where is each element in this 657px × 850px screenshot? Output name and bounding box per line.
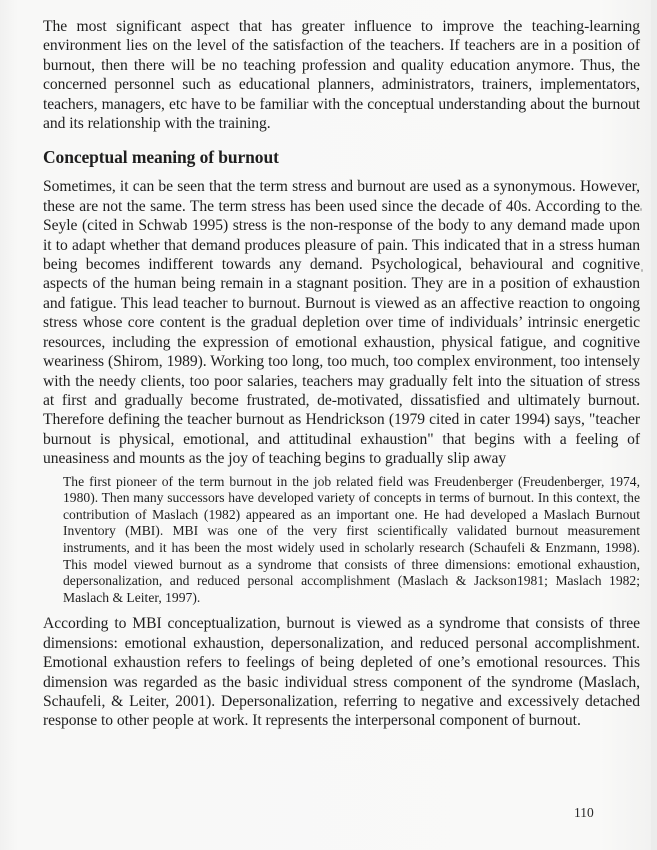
section-heading: Conceptual meaning of burnout	[43, 147, 279, 168]
intro-paragraph: The most significant aspect that has greater influence to improve the teaching-learning environment lies on the level of the satisfaction of the teachers. If teachers are in a position of burnout, then there will be no teaching profession and quality education anymore. Thus, the concerned personnel such as educational planners, administrators, trainers, implementators, teachers, managers, etc have to be familiar with the conceptual understanding about the burnout and its relationship with the training.	[43, 18, 640, 133]
page-edge-shadow	[651, 0, 657, 850]
mbi-paragraph: According to MBI conceptualization, burnout is viewed as a syndrome that consists of three dimensions: emotional exhaustion, depersonalization, and reduced personal accomplishment. Emotional exhaustion refers to feelings of being depleted of one’s emotional resources. This dimension was regarded as the basic individual stress component of the syndrome (Maslach, Schaufeli, & Leiter, 2001). Depersonalization, referring to negative and excessively detached response to other people at work. It represents the interpersonal component of burnout.	[43, 615, 640, 730]
page-body	[43, 17, 640, 731]
scan-speck	[641, 269, 643, 272]
scan-speck	[640, 208, 642, 211]
block-quote: The first pioneer of the term burnout in the job related field was Freudenberger (Freudenberger, 1974, 1980). Then many successors have developed variety of concepts in terms of burnout. In this context, the contribution of Maslach (1982) appeared as an important one. He had developed a Maslach Burnout Inventory (MBI). MBI was one of the very first scientifically validated burnout measurement instruments, and it has been the most widely used in scholarly research (Schaufeli & Enzmann, 1998). This model viewed burnout as a syndrome that consists of three dimensions: emotional exhaustion, depersonalization, and reduced personal accomplishment (Maslach & Jackson1981; Maslach 1982; Maslach & Leiter, 1997).	[63, 473, 640, 605]
burnout-meaning-paragraph: Sometimes, it can be seen that the term stress and burnout are used as a synonymous. However, these are not the same. The term stress has been used since the decade of 40s. According to the Seyle (cited in Schwab 1995) stress is the non-response of the body to any demand made upon it to adapt whether that demand produces pleasure of pain. This indicated that in a stress human being becomes indifferent towards any demand. Psychological, behavioural and cognitive aspects of the human being remain in a stagnant position. They are in a position of exhaustion and fatigue. This lead teacher to burnout. Burnout is viewed as an affective reaction to ongoing stress whose core content is the gradual depletion over time of individuals’ intrinsic energetic resources, including the expression of emotional exhaustion, physical fatigue, and cognitive weariness (Shirom, 1989). Working too long, too much, too complex environment, too intensely with the needy clients, too poor salaries, teachers may gradually felt into the situation of stress at first and gradually become frustrated, de-motivated, dissatisfied and ultimately burnout. Therefore defining the teacher burnout as Hendrickson (1979 cited in cater 1994) says, "teacher burnout is physical, emotional, and attitudinal exhaustion" that begins with a feeling of uneasiness and mounts as the joy of teaching begins to gradually slip away	[43, 178, 640, 468]
page-number: 110	[574, 805, 594, 820]
